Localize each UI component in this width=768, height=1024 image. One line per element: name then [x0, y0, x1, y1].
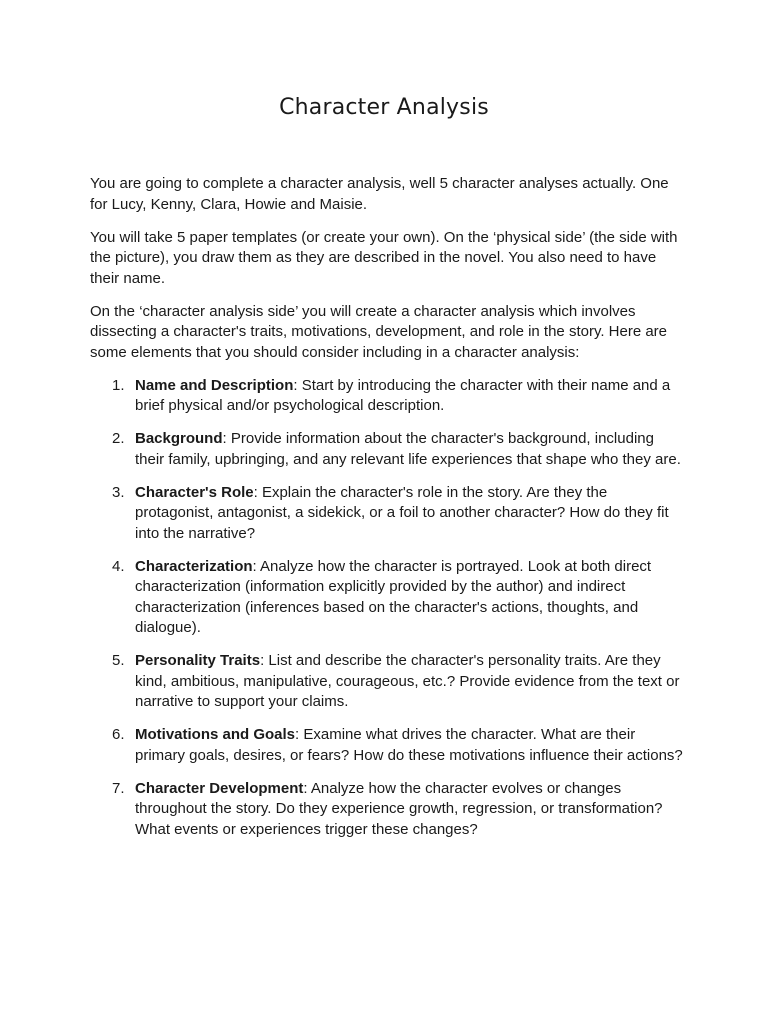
- list-item: [90, 376, 685, 417]
- list-item-text: : Examine what drives the character. What are their primary goals, desires, or fears? How do these motivations influence their actions?: [135, 726, 683, 764]
- list-item: [90, 779, 685, 841]
- list-item-text: : Provide information about the character's background, including their family, upbringing, and any relevant life experiences that shape who they are.: [135, 430, 681, 468]
- list-item: [90, 483, 685, 545]
- list-item-term: Characterization: [135, 557, 253, 575]
- list-item: [90, 429, 685, 470]
- list-item-term: Personality Traits: [135, 652, 261, 669]
- list-item: [90, 725, 685, 766]
- analysis-paragraph: On the ‘character analysis side’ you will create a character analysis which involves dissecting a character's traits, motivations, development, and role in the story. Here are some elements that you should consider including in a character analysis:: [90, 302, 668, 361]
- list-item-term: Name and Description: [135, 376, 294, 394]
- document-title: Character Analysis: [279, 95, 489, 120]
- intro-paragraph: You are going to complete a character analysis, well 5 character analyses actually. One for Lucy, Kenny, Clara, Howie and Maisie.: [90, 175, 669, 213]
- list-item-number: 7.: [112, 779, 125, 797]
- list-item-text: : Start by introducing the character with their name and a brief physical and/or psychological description.: [135, 376, 671, 414]
- list-item-term: Motivations and Goals: [135, 726, 296, 743]
- list-item-number: 1.: [112, 376, 125, 394]
- list-item-number: 4.: [112, 557, 125, 575]
- template-paragraph: You will take 5 paper templates (or create your own). On the ‘physical side’ (the side with the picture), you draw them as they are described in the novel. You also need to have their name.: [90, 228, 678, 287]
- list-item-term: Background: [135, 430, 223, 447]
- list-item-text: : Analyze how the character evolves or changes throughout the story. Do they experience growth, regression, or transformation? What events or experiences trigger these changes?: [135, 779, 663, 838]
- list-item-number: 2.: [112, 430, 125, 447]
- document-body: [90, 174, 685, 853]
- list-item-term: Character's Role: [135, 483, 254, 501]
- list-item-number: 5.: [112, 652, 125, 669]
- list-item-number: 3.: [112, 483, 125, 501]
- list-item-number: 6.: [112, 726, 125, 743]
- elements-list: [90, 376, 685, 841]
- list-item: [90, 557, 685, 639]
- list-item: [90, 651, 685, 713]
- list-item-term: Character Development: [135, 779, 304, 797]
- list-item-text: : List and describe the character's personality traits. Are they kind, ambitious, manipulative, courageous, etc.? Provide evidence from the text or narrative to support your claims.: [135, 652, 680, 710]
- list-item-text: : Analyze how the character is portrayed. Look at both direct characterization (information explicitly provided by the author) and indirect characterization (inferences based on the character's actions, thoughts, and dialogue).: [135, 557, 652, 636]
- list-item-text: : Explain the character's role in the story. Are they the protagonist, antagonist, a sidekick, or a foil to another character? How do they fit into the narrative?: [135, 483, 669, 542]
